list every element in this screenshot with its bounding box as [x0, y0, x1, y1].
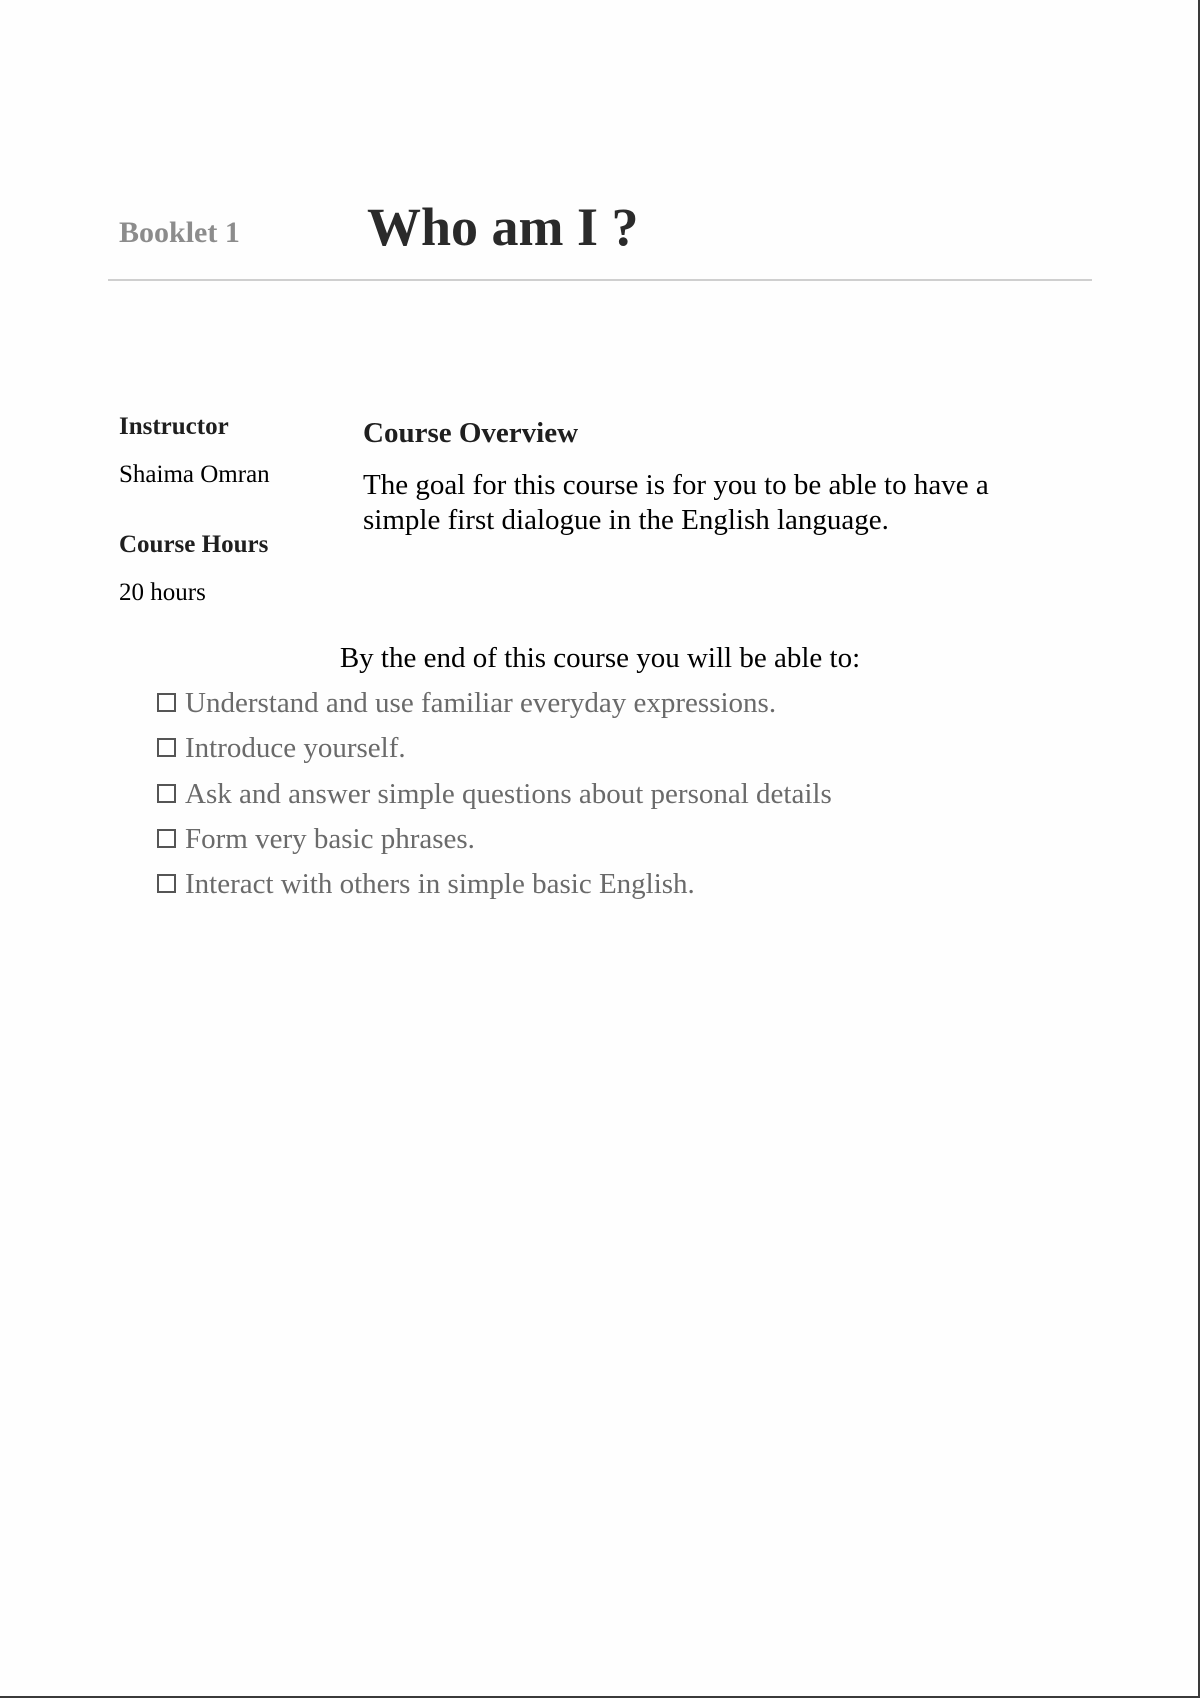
outcome-item — [157, 824, 832, 869]
outcome-text: Interact with others in simple basic English. — [185, 868, 695, 901]
course-overview-text: The goal for this course is for you to be able to have a simple first dialogue in the English language. — [363, 469, 989, 536]
outcome-item — [157, 733, 832, 778]
course-hours-value: 20 hours — [119, 579, 206, 606]
instructor-heading: Instructor — [119, 413, 229, 440]
instructor-name: Shaima Omran — [119, 461, 270, 488]
course-hours-heading: Course Hours — [119, 531, 269, 558]
outcome-text: Form very basic phrases. — [185, 822, 475, 855]
outcome-item — [157, 688, 832, 733]
page-title: Who am I ? — [367, 197, 639, 257]
booklet-label: Booklet 1 — [119, 216, 240, 249]
checkbox-icon[interactable] — [157, 829, 176, 848]
outcome-item — [157, 779, 832, 824]
header-divider — [108, 279, 1092, 281]
checkbox-icon[interactable] — [157, 784, 176, 803]
outcome-item — [157, 869, 832, 914]
learning-outcomes-list — [157, 688, 832, 914]
learning-outcomes-intro: By the end of this course you will be able to: — [339, 642, 861, 674]
outcome-text: Ask and answer simple questions about personal details — [185, 777, 832, 810]
checkbox-icon[interactable] — [157, 693, 176, 712]
checkbox-icon[interactable] — [157, 738, 176, 757]
outcome-text: Understand and use familiar everyday expressions. — [185, 687, 777, 719]
checkbox-icon[interactable] — [157, 874, 176, 893]
course-overview-heading: Course Overview — [363, 417, 579, 449]
outcome-text: Introduce yourself. — [185, 732, 406, 765]
